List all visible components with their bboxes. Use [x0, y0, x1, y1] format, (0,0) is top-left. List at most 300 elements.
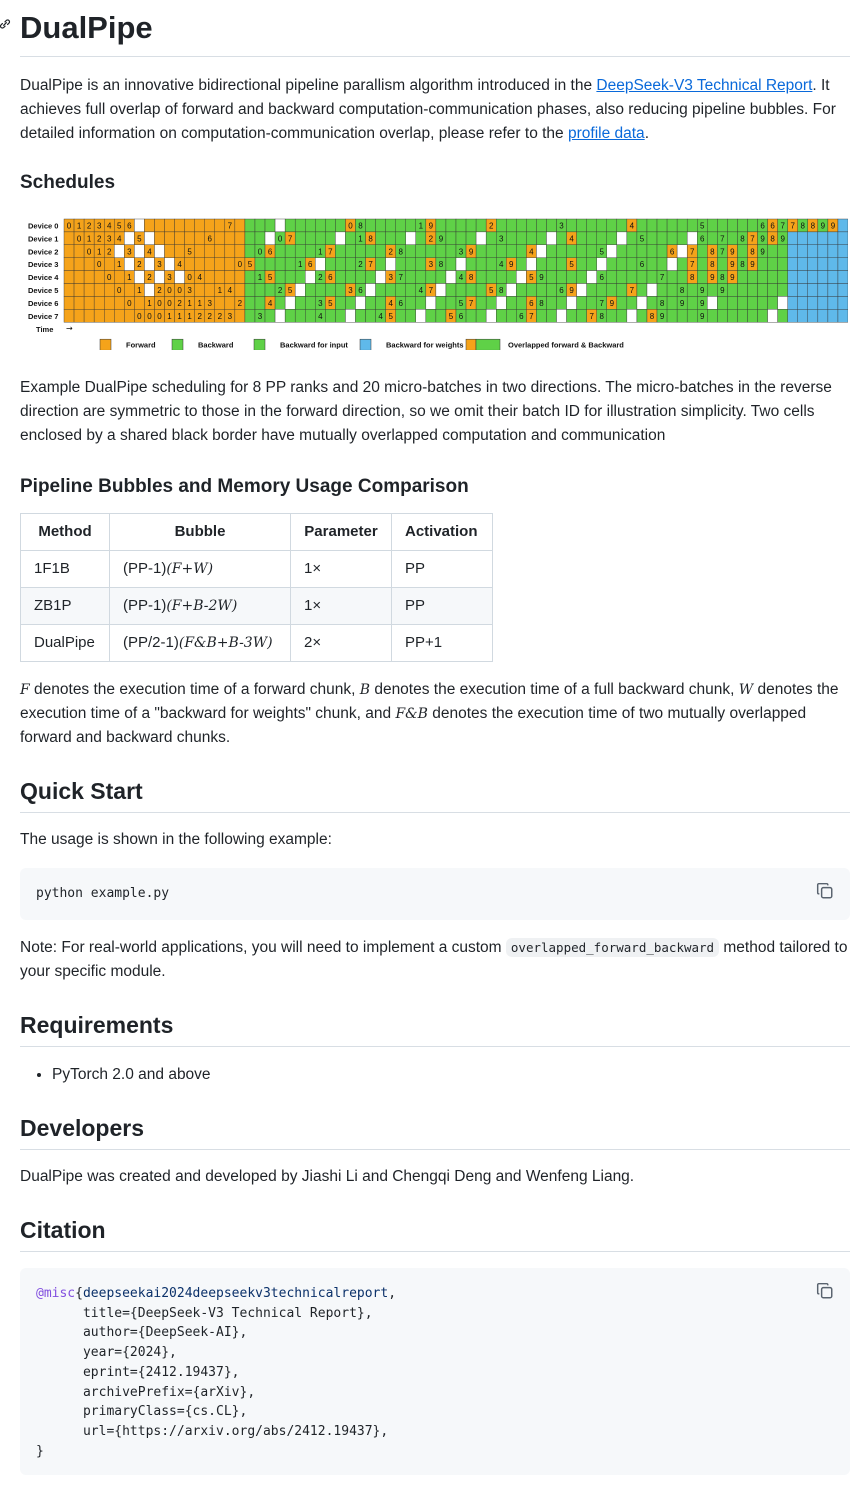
- schedule-cell: [496, 271, 506, 284]
- schedule-cell: [436, 296, 446, 309]
- cell-label: 2: [177, 298, 182, 308]
- schedule-cell: [546, 309, 556, 322]
- schedule-cell: [587, 219, 597, 232]
- schedule-cell: [657, 258, 667, 271]
- schedule-cell: [275, 219, 285, 232]
- schedule-cell: [426, 309, 436, 322]
- schedule-cell: [768, 284, 778, 297]
- cell-label: 9: [700, 298, 705, 308]
- method-cell: ZB1P: [21, 588, 110, 625]
- schedule-cell: [557, 296, 567, 309]
- schedule-cell: [325, 284, 335, 297]
- cell-label: 3: [107, 234, 112, 244]
- schedule-cell: [737, 309, 747, 322]
- schedule-cell: [587, 258, 597, 271]
- schedule-cell: [617, 219, 627, 232]
- cell-label: 5: [458, 298, 464, 308]
- cell-label: 1: [76, 221, 82, 231]
- schedule-cell: [828, 296, 838, 309]
- schedule-cell: [315, 284, 325, 297]
- schedule-cell: [74, 271, 84, 284]
- schedule-cell: [255, 258, 265, 271]
- schedule-cell: [175, 219, 185, 232]
- cell-label: 4: [267, 298, 273, 308]
- schedule-cell: [265, 219, 275, 232]
- device-label: Device 5: [28, 286, 59, 295]
- schedule-cell: [144, 219, 154, 232]
- schedule-cell: [114, 271, 124, 284]
- schedule-cell: [84, 271, 94, 284]
- schedule-cell: [114, 309, 124, 322]
- schedule-cell: [677, 245, 687, 258]
- cell-label: 4: [107, 221, 112, 231]
- legend-swatch: [172, 339, 183, 350]
- schedule-cell: [808, 245, 818, 258]
- cell-label: 2: [207, 311, 212, 321]
- schedule-cell: [687, 296, 697, 309]
- schedule-cell: [778, 284, 788, 297]
- schedule-cell: [607, 245, 617, 258]
- schedule-cell: [557, 258, 567, 271]
- cell-label: 0: [66, 221, 72, 231]
- schedule-cell: [677, 219, 687, 232]
- cell-label: 3: [227, 311, 233, 321]
- schedule-cell: [607, 309, 617, 322]
- schedule-cell: [335, 309, 345, 322]
- schedule-cell: [557, 245, 567, 258]
- schedule-cell: [667, 309, 677, 322]
- schedule-cell: [707, 219, 717, 232]
- cell-label: 6: [599, 273, 604, 283]
- cell-label: 7: [720, 234, 725, 244]
- schedule-cell: [406, 296, 416, 309]
- cell-label: 9: [679, 298, 685, 308]
- schedule-cell: [798, 309, 808, 322]
- schedule-cell: [275, 258, 285, 271]
- schedule-cell: [617, 284, 627, 297]
- schedule-cell: [295, 284, 305, 297]
- schedule-cell: [506, 296, 516, 309]
- cell-label: 0: [86, 247, 92, 257]
- cell-label: 1: [217, 286, 223, 295]
- cell-label: 5: [328, 298, 333, 308]
- schedule-cell: [546, 245, 556, 258]
- schedule-cell: [285, 219, 295, 232]
- schedule-cell: [456, 219, 466, 232]
- schedule-cell: [285, 245, 295, 258]
- schedule-cell: [476, 271, 486, 284]
- schedule-grid: [24, 214, 848, 350]
- schedule-cell: [416, 296, 426, 309]
- cell-label: 6: [639, 260, 645, 270]
- cell-label: 7: [468, 298, 474, 308]
- schedule-cell: [366, 245, 376, 258]
- schedule-cell: [74, 258, 84, 271]
- schedule-cell: [476, 309, 486, 322]
- schedule-cell: [768, 258, 778, 271]
- schedule-cell: [657, 219, 667, 232]
- schedule-cell: [536, 219, 546, 232]
- schedule-cell: [386, 232, 396, 245]
- table-header-row: [21, 514, 493, 551]
- schedule-cell: [707, 284, 717, 297]
- cell-label: 4: [629, 221, 635, 231]
- schedule-cell: [245, 284, 255, 297]
- schedule-cell: [828, 245, 838, 258]
- schedule-cell: [345, 296, 355, 309]
- device-label: Device 6: [28, 298, 59, 308]
- cell-label: 7: [689, 260, 695, 270]
- schedule-cell: [627, 245, 637, 258]
- schedule-cell: [727, 284, 737, 297]
- cell-label: 9: [710, 273, 715, 283]
- cell-label: 5: [488, 286, 494, 295]
- citation-code-block: [20, 1268, 850, 1475]
- schedule-cell: [235, 245, 245, 258]
- schedule-cell: [436, 284, 446, 297]
- schedule-cell: [747, 309, 757, 322]
- cell-label: 9: [830, 221, 836, 231]
- schedule-cell: [496, 245, 506, 258]
- schedule-cell: [345, 245, 355, 258]
- link-anchor-icon[interactable]: [0, 17, 12, 31]
- cell-label: 9: [700, 286, 705, 295]
- cell-label: 6: [328, 273, 333, 283]
- cell-label: 8: [689, 273, 695, 283]
- schedule-cell: [154, 271, 164, 284]
- legend-swatch: [476, 339, 500, 350]
- schedule-cell: [808, 232, 818, 245]
- quickstart-heading: Quick Start: [20, 778, 143, 804]
- cell-label: 8: [539, 298, 544, 308]
- schedule-cell: [225, 258, 235, 271]
- copy-icon[interactable]: [816, 882, 834, 900]
- cell-label: 2: [157, 286, 162, 295]
- schedule-cell: [486, 271, 496, 284]
- intro-text-2: . It achieves full overlap of forward and backward computation-communication phases, also reducing pipeline bubbles. For detailed information on computation-communication overlap, please refer to the: [20, 77, 836, 142]
- schedule-cell: [245, 219, 255, 232]
- cell-label: 9: [720, 286, 725, 295]
- cell-label: 0: [107, 273, 112, 283]
- comparison-table: [20, 513, 493, 662]
- schedule-cell: [255, 284, 265, 297]
- schedule-cell: [416, 245, 426, 258]
- schedule-cell: [627, 271, 637, 284]
- legend-swatch: [360, 339, 371, 350]
- schedule-cell: [355, 309, 365, 322]
- schedule-cell: [587, 271, 597, 284]
- schedule-cell: [818, 271, 828, 284]
- cell-label: 4: [227, 286, 233, 295]
- schedule-cell: [557, 309, 567, 322]
- cell-label: 5: [448, 311, 454, 321]
- cell-label: 4: [318, 311, 323, 321]
- schedule-cell: [647, 271, 657, 284]
- schedule-cell: [617, 258, 627, 271]
- schedule-cell: [647, 284, 657, 297]
- schedule-cell: [707, 309, 717, 322]
- cell-label: 9: [428, 221, 434, 231]
- schedule-cell: [426, 245, 436, 258]
- cell-label: 9: [509, 260, 514, 270]
- cell-label: 7: [720, 247, 725, 257]
- schedule-cell: [305, 219, 315, 232]
- schedule-cell: [597, 232, 607, 245]
- schedule-cell: [607, 219, 617, 232]
- profile-data-link[interactable]: profile data: [567, 125, 645, 142]
- schedule-cell: [717, 258, 727, 271]
- schedule-cell: [577, 296, 587, 309]
- cell-label: 4: [529, 247, 534, 257]
- schedule-cell: [406, 284, 416, 297]
- schedule-cell: [64, 296, 74, 309]
- schedule-cell: [637, 296, 647, 309]
- schedule-cell: [376, 232, 386, 245]
- bibtex-key: deepseekai2024deepseekv3technicalreport: [82, 1286, 389, 1301]
- schedule-cell: [376, 296, 386, 309]
- schedule-cell: [808, 258, 818, 271]
- quickstart-code: python example.py: [36, 886, 170, 901]
- schedule-cell: [154, 219, 164, 232]
- schedule-cell: [476, 232, 486, 245]
- cell-label: 1: [137, 286, 142, 295]
- schedule-cell: [255, 219, 265, 232]
- schedule-cell: [376, 219, 386, 232]
- schedule-cell: [456, 232, 466, 245]
- schedule-cell: [406, 309, 416, 322]
- cell-label: 5: [529, 273, 534, 283]
- schedule-cell: [476, 296, 486, 309]
- schedule-cell: [808, 309, 818, 322]
- schedule-cell: [758, 258, 768, 271]
- schedule-cell: [124, 309, 134, 322]
- cell-label: 9: [659, 311, 665, 321]
- schedule-cell: [778, 258, 788, 271]
- schedule-cell: [305, 309, 315, 322]
- schedule-cell: [577, 309, 587, 322]
- schedule-cell: [205, 258, 215, 271]
- schedule-cell: [195, 232, 205, 245]
- schedule-cell: [798, 232, 808, 245]
- schedule-cell: [275, 271, 285, 284]
- schedule-cell: [64, 271, 74, 284]
- cell-label: 3: [318, 298, 323, 308]
- cell-label: 8: [740, 234, 745, 244]
- schedule-cell: [768, 245, 778, 258]
- citation-heading-block: [20, 1215, 850, 1252]
- schedule-cell: [446, 232, 456, 245]
- cell-label: 5: [267, 273, 273, 283]
- schedule-cell: [345, 258, 355, 271]
- schedule-cell: [516, 258, 526, 271]
- schedule-cell: [798, 258, 808, 271]
- schedule-cell: [406, 245, 416, 258]
- schedules-heading: Schedules: [20, 172, 116, 193]
- cell-label: 1: [418, 221, 424, 231]
- schedule-cell: [436, 245, 446, 258]
- parameter-cell: 2×: [291, 625, 392, 662]
- schedule-cell: [657, 245, 667, 258]
- table-row: [21, 625, 493, 662]
- schedule-cell: [627, 309, 637, 322]
- cell-label: 7: [659, 273, 665, 283]
- schedule-cell: [305, 271, 315, 284]
- cell-label: 2: [197, 311, 202, 321]
- schedule-cell: [516, 284, 526, 297]
- schedule-cell: [124, 232, 134, 245]
- schedule-cell: [828, 232, 838, 245]
- cell-label: 7: [750, 234, 755, 244]
- schedule-cell: [747, 296, 757, 309]
- schedule-cell: [345, 309, 355, 322]
- cell-label: 9: [730, 260, 735, 270]
- cell-label: 6: [308, 260, 313, 270]
- schedule-cell: [546, 219, 556, 232]
- parameter-cell: 1×: [291, 588, 392, 625]
- cell-label: 8: [358, 221, 363, 231]
- schedule-cell: [114, 296, 124, 309]
- table-row: [21, 551, 493, 588]
- cell-label: 0: [257, 247, 263, 257]
- cell-label: 0: [96, 260, 102, 270]
- schedule-cell: [376, 271, 386, 284]
- cell-label: 8: [368, 234, 373, 244]
- schedule-cell: [446, 284, 456, 297]
- schedule-cell: [758, 271, 768, 284]
- inline-code: overlapped_forward_backward: [506, 938, 719, 957]
- schedule-cell: [727, 309, 737, 322]
- cell-label: 3: [388, 273, 393, 283]
- schedule-cell: [838, 258, 848, 271]
- symbol-b: B: [359, 682, 371, 698]
- schedule-cell: [737, 284, 747, 297]
- cell-label: 9: [468, 247, 474, 257]
- deepseek-report-link[interactable]: DeepSeek-V3 Technical Report: [596, 77, 813, 94]
- schedule-cell: [285, 296, 295, 309]
- cell-label: 6: [267, 247, 273, 257]
- schedule-cell: [165, 219, 175, 232]
- notation-paragraph: F denotes the execution time of a forward chunk, B denotes the execution time of a full backward chunk, W denotes the execution time of a "backward for weights" chunk, and F&B denotes the execution time of two mutually overlapped forward and backward chunks.: [20, 681, 839, 746]
- schedule-cell: [185, 219, 195, 232]
- schedule-cell: [667, 296, 677, 309]
- schedule-cell: [446, 258, 456, 271]
- cell-label: 0: [167, 286, 172, 295]
- schedule-cell: [195, 258, 205, 271]
- schedule-cell: [305, 245, 315, 258]
- cell-label: 2: [428, 234, 434, 244]
- schedule-cell: [486, 309, 496, 322]
- cell-label: 5: [599, 247, 604, 257]
- schedule-cell: [104, 296, 114, 309]
- column-header-bubble: Bubble: [110, 514, 291, 551]
- legend-label: Backward for input: [280, 340, 348, 350]
- time-label: Time: [36, 325, 54, 335]
- cell-label: 7: [780, 221, 785, 231]
- schedule-cell: [84, 309, 94, 322]
- schedule-cell: [647, 219, 657, 232]
- schedule-cell: [747, 271, 757, 284]
- cell-label: 9: [569, 286, 574, 295]
- schedule-cell: [778, 245, 788, 258]
- schedule-cell: [345, 232, 355, 245]
- schedule-cell: [446, 271, 456, 284]
- cell-label: 3: [257, 311, 263, 321]
- schedule-cell: [577, 219, 587, 232]
- cell-label: 0: [137, 311, 142, 321]
- legend-swatch: [100, 339, 111, 350]
- schedule-cell: [587, 296, 597, 309]
- schedule-cell: [195, 284, 205, 297]
- schedule-cell: [577, 284, 587, 297]
- schedule-cell: [617, 245, 627, 258]
- schedule-cell: [94, 284, 104, 297]
- schedule-cell: [768, 296, 778, 309]
- schedule-cell: [818, 296, 828, 309]
- schedule-cell: [667, 284, 677, 297]
- schedule-cell: [335, 284, 345, 297]
- list-item: • PyTorch 2.0 and above: [52, 1063, 211, 1087]
- device-label: Device 0: [28, 221, 59, 231]
- schedule-cell: [386, 258, 396, 271]
- cell-label: 6: [398, 298, 403, 308]
- cell-label: 9: [609, 298, 615, 308]
- cell-label: 1: [257, 273, 263, 283]
- schedule-cell: [295, 232, 305, 245]
- time-arrow-icon: →: [66, 324, 73, 334]
- cell-label: 0: [277, 234, 283, 244]
- schedule-cell: [687, 219, 697, 232]
- schedule-cell: [396, 309, 406, 322]
- schedule-cell: [818, 245, 828, 258]
- schedule-cell: [557, 232, 567, 245]
- schedule-cell: [335, 219, 345, 232]
- schedule-cell: [677, 271, 687, 284]
- schedule-cell: [345, 271, 355, 284]
- cell-label: 8: [810, 221, 816, 231]
- cell-label: 8: [770, 234, 775, 244]
- schedule-cell: [64, 284, 74, 297]
- cell-label: 3: [157, 260, 162, 270]
- schedule-cell: [838, 271, 848, 284]
- cell-label: 1: [117, 260, 122, 270]
- schedule-cell: [466, 232, 476, 245]
- schedule-cell: [758, 309, 768, 322]
- schedule-cell: [335, 271, 345, 284]
- cell-label: 6: [529, 298, 534, 308]
- schedule-cell: [205, 284, 215, 297]
- symbol-w: W: [738, 682, 754, 698]
- schedule-cell: [104, 309, 114, 322]
- schedule-cell: [788, 296, 798, 309]
- schedule-cell: [798, 271, 808, 284]
- bibtex-entry-type: @misc: [36, 1286, 76, 1301]
- schedule-cell: [788, 258, 798, 271]
- quickstart-text: The usage is shown in the following example:: [20, 831, 332, 848]
- schedule-cell: [225, 232, 235, 245]
- schedule-cell: [768, 271, 778, 284]
- cell-label: 0: [157, 311, 162, 321]
- schedule-cell: [808, 284, 818, 297]
- copy-icon[interactable]: [816, 1282, 834, 1300]
- activation-cell: PP+1: [392, 625, 493, 662]
- schedule-cell: [205, 271, 215, 284]
- cell-label: 4: [388, 298, 393, 308]
- schedule-cell: [747, 219, 757, 232]
- requirements-heading-block: [20, 1010, 850, 1047]
- device-label: Device 4: [28, 273, 59, 283]
- schedule-cell: [567, 245, 577, 258]
- schedule-cell: [838, 284, 848, 297]
